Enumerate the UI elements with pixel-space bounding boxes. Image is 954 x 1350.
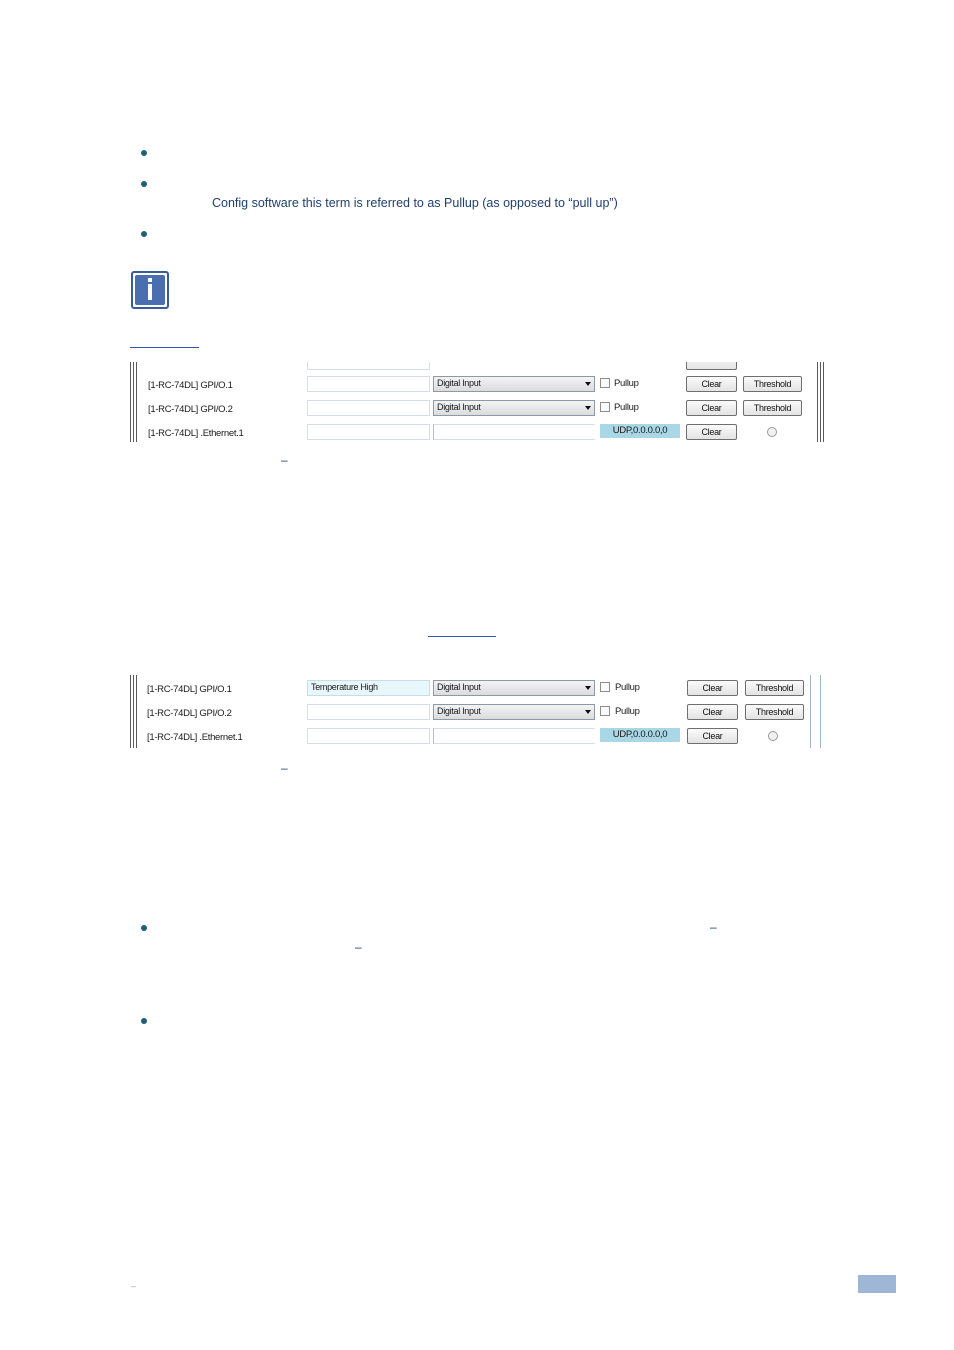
inline-dash: – — [355, 940, 362, 954]
info-icon — [131, 271, 169, 309]
name-input[interactable]: Temperature High — [307, 680, 430, 696]
clear-button[interactable]: Clear — [686, 376, 737, 392]
clear-button[interactable]: Clear — [686, 424, 737, 440]
table-row — [130, 398, 824, 422]
name-input[interactable] — [307, 400, 430, 416]
name-input[interactable] — [307, 704, 430, 720]
clear-button[interactable]: Clear — [687, 680, 738, 696]
caption-dash: – — [281, 453, 288, 467]
table-row — [130, 374, 824, 398]
pullup-checkbox[interactable] — [600, 682, 610, 692]
bullet-2-continuation: Config software this term is referred to as Pullup (as opposed to “pull up”) — [212, 196, 618, 210]
chevron-down-icon — [585, 382, 591, 386]
port-label: [1-RC-74DL] GPI/O.2 — [147, 708, 232, 719]
bullet-5 — [141, 1018, 147, 1024]
mode-select[interactable]: Digital Input — [433, 680, 595, 696]
link-underline[interactable] — [428, 636, 496, 637]
port-label: [1-RC-74DL] GPI/O.2 — [148, 404, 233, 415]
bullet-2 — [141, 181, 147, 187]
udp-address[interactable]: UDP,0.0.0.0,0 — [600, 424, 680, 438]
threshold-button[interactable]: Threshold — [743, 400, 802, 416]
radio-button[interactable] — [768, 731, 778, 741]
command-field[interactable] — [433, 424, 595, 440]
port-label: [1-RC-74DL] GPI/O.1 — [147, 684, 232, 695]
bullet-1 — [141, 150, 147, 156]
radio-button[interactable] — [767, 427, 777, 437]
gpio-config-panel-bottom — [130, 675, 824, 748]
table-row — [130, 726, 824, 748]
chevron-down-icon — [585, 710, 591, 714]
bullet-3 — [141, 231, 147, 237]
threshold-button[interactable]: Threshold — [743, 376, 802, 392]
chevron-down-icon — [585, 406, 591, 410]
table-row — [130, 702, 824, 726]
inline-dash: – — [710, 920, 717, 934]
mode-select[interactable]: Digital Input — [433, 376, 595, 392]
table-row — [130, 422, 824, 442]
footer-dash: – — [131, 1281, 137, 1291]
pullup-label: Pullup — [614, 402, 639, 413]
clear-button[interactable]: Clear — [686, 400, 737, 416]
mode-select[interactable]: Digital Input — [433, 704, 595, 720]
pullup-label: Pullup — [615, 682, 640, 693]
name-input[interactable] — [307, 376, 430, 392]
pullup-checkbox[interactable] — [600, 402, 610, 412]
caption-dash: – — [281, 761, 288, 775]
udp-address[interactable]: UDP,0.0.0.0,0 — [600, 728, 680, 742]
table-row — [130, 678, 824, 702]
page-number-box — [858, 1275, 896, 1293]
clear-button[interactable]: Clear — [687, 704, 738, 720]
port-label: [1-RC-74DL] .Ethernet.1 — [147, 732, 243, 743]
command-field[interactable] — [433, 728, 595, 744]
pullup-label: Pullup — [615, 706, 640, 717]
pullup-checkbox[interactable] — [600, 706, 610, 716]
gpio-config-panel-top — [130, 362, 824, 442]
name-input[interactable] — [307, 424, 430, 440]
pullup-label: Pullup — [614, 378, 639, 389]
clear-button[interactable]: Clear — [687, 728, 738, 744]
threshold-button[interactable]: Threshold — [745, 680, 804, 696]
bullet-4 — [141, 925, 147, 931]
port-label: [1-RC-74DL] .Ethernet.1 — [148, 428, 244, 439]
pullup-checkbox[interactable] — [600, 378, 610, 388]
name-input[interactable] — [307, 728, 430, 744]
chevron-down-icon — [585, 686, 591, 690]
threshold-button[interactable]: Threshold — [745, 704, 804, 720]
mode-select[interactable]: Digital Input — [433, 400, 595, 416]
port-label: [1-RC-74DL] GPI/O.1 — [148, 380, 233, 391]
link-underline[interactable] — [130, 347, 199, 348]
